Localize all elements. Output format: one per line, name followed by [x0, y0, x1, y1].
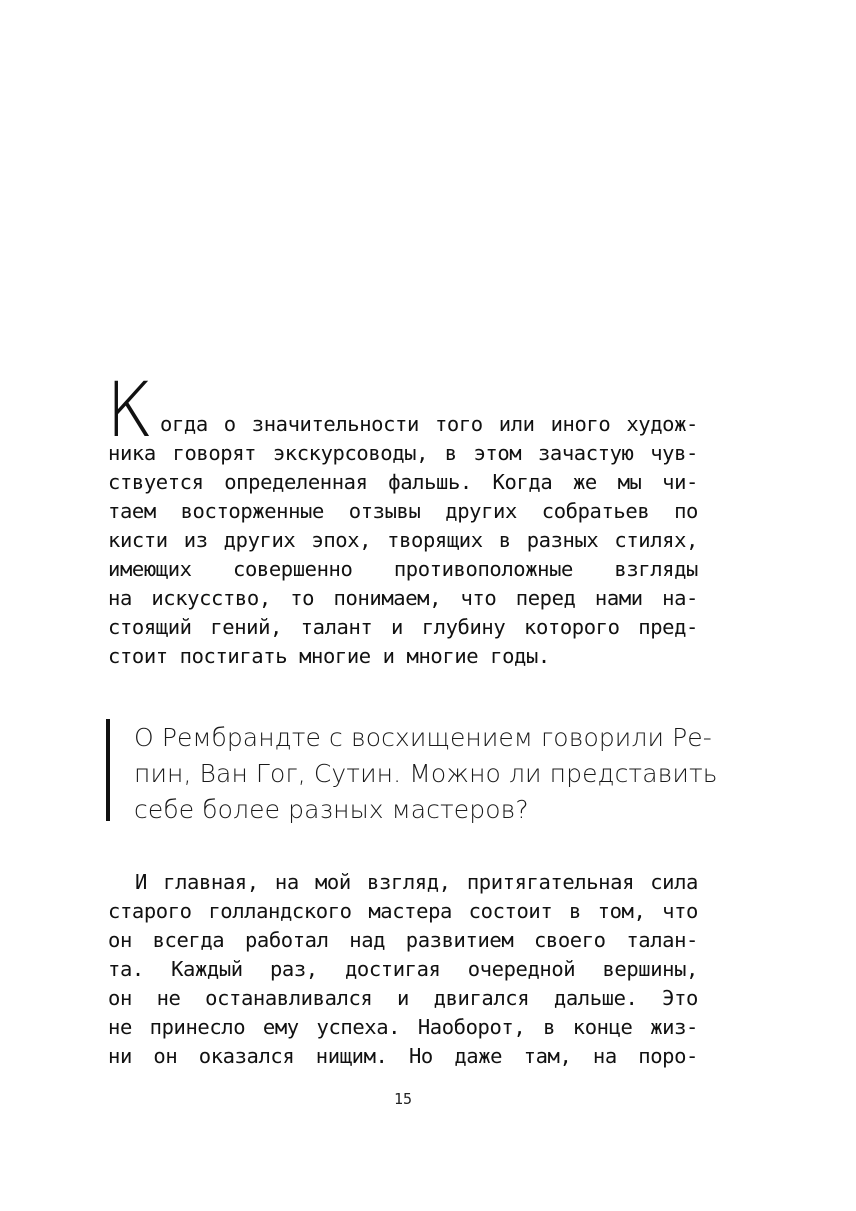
pull-quote-bar	[106, 719, 110, 821]
drop-cap: К	[106, 365, 154, 454]
paragraph-2-line: он не останавливался и двигался дальше. Это	[108, 986, 698, 1010]
paragraph-1-line: на искусство, то понимаем, что перед нами на-	[108, 586, 698, 610]
paragraph-1-line: имеющих совершенно противоположные взгляды	[108, 557, 698, 581]
pull-quote-line: себе более разных мастеров?	[134, 795, 529, 824]
pull-quote-line: О Рембрандте с восхищением говорили Ре-	[134, 723, 712, 752]
paragraph-2-line: та. Каждый раз, достигая очередной вершины,	[108, 957, 698, 981]
paragraph-1-line: ника говорят экскурсоводы, в этом зачастую чув-	[108, 441, 698, 465]
paragraph-1-line: таем восторженные отзывы других собратьев по	[108, 499, 698, 523]
pull-quote-line: пин, Ван Гог, Сутин. Можно ли представить	[134, 759, 718, 788]
paragraph-1-line: ствуется определенная фальшь. Когда же мы чи-	[108, 470, 698, 494]
paragraph-1-line: стоящий гений, талант и глубину которого пред-	[108, 615, 698, 639]
paragraph-1-line: кисти из других эпох, творящих в разных стилях,	[108, 528, 698, 552]
paragraph-1-line: стоит постигать многие и многие годы.	[108, 644, 550, 668]
page-number: 15	[393, 1090, 413, 1108]
paragraph-2-line: И главная, на мой взгляд, притягательная сила	[135, 870, 698, 894]
paragraph-2-line: ни он оказался нищим. Но даже там, на поро-	[108, 1044, 698, 1068]
paragraph-2-line: он всегда работал над развитием своего талан-	[108, 928, 698, 952]
paragraph-1-line: огда о значительности того или иного худож-	[160, 412, 698, 436]
paragraph-2-line: старого голландского мастера состоит в том, что	[108, 899, 698, 923]
paragraph-2-line: не принесло ему успеха. Наоборот, в конце жиз-	[108, 1015, 698, 1039]
